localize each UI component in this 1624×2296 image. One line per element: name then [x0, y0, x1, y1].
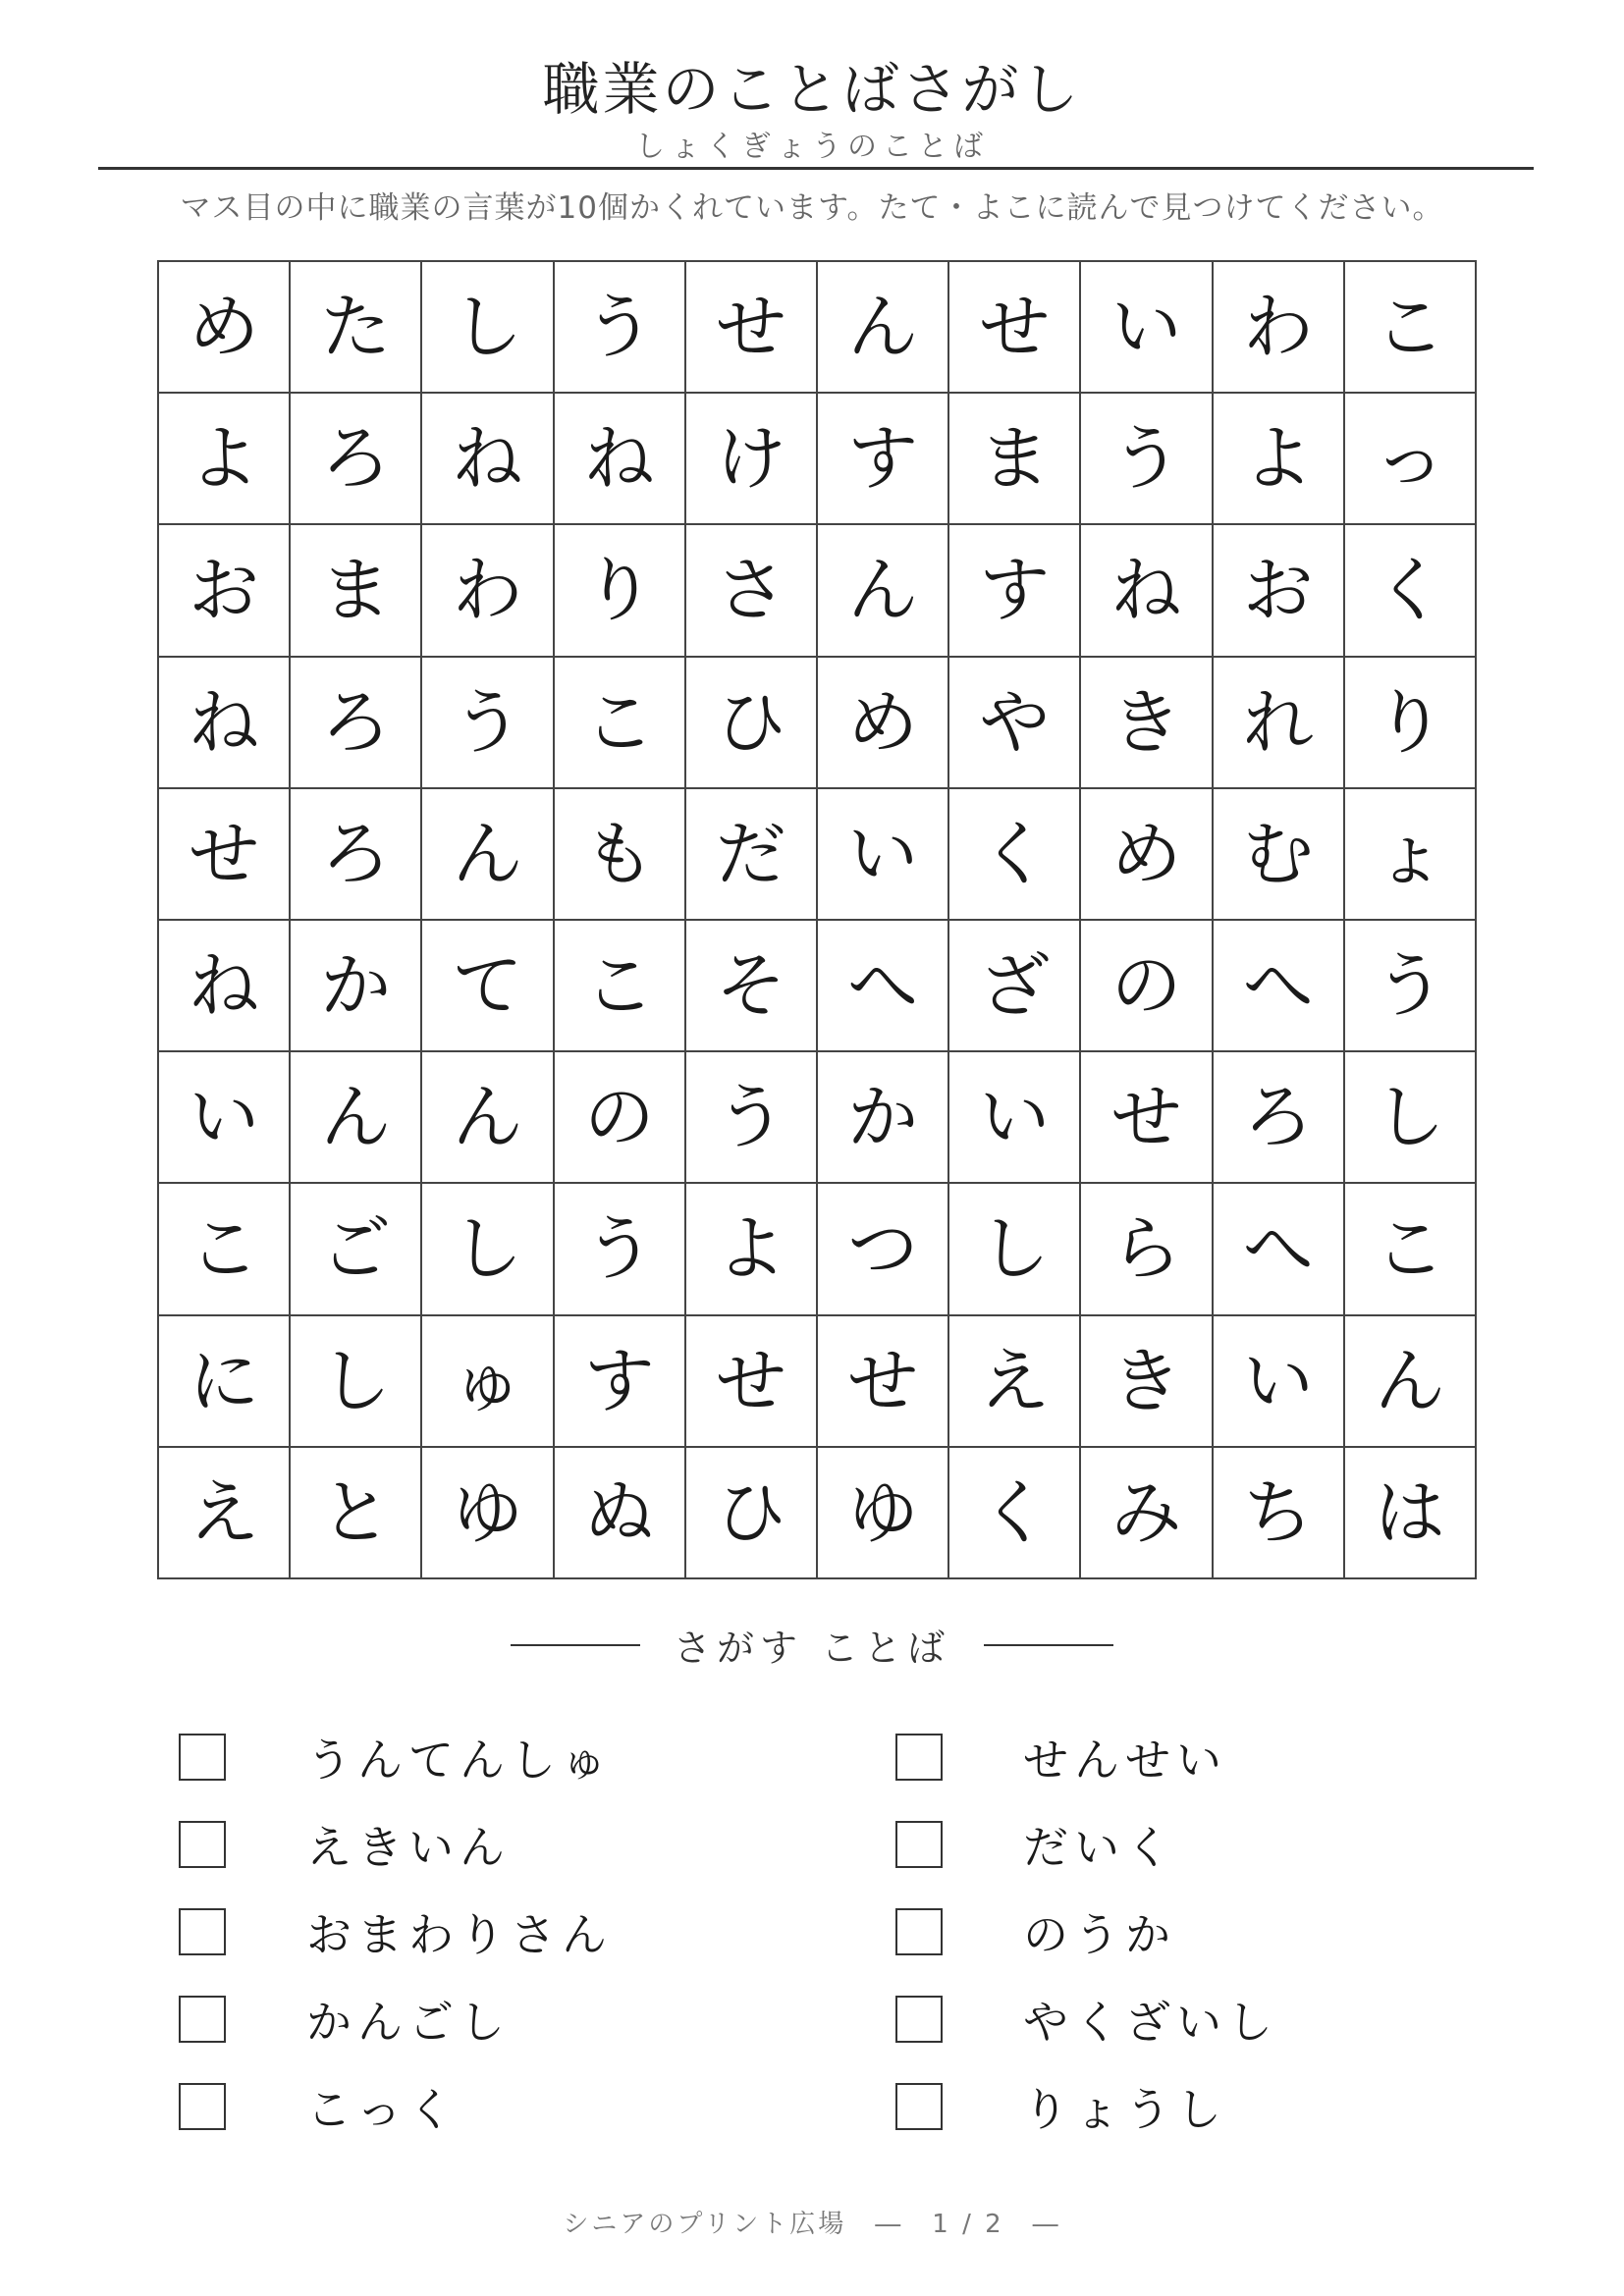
grid-cell: よ: [159, 394, 291, 525]
grid-cell: め: [818, 658, 949, 789]
heading-line-left: [511, 1644, 640, 1646]
word-label: だいく: [1023, 1820, 1176, 1874]
grid-cell: ろ: [291, 789, 422, 921]
grid-cell: ご: [291, 1184, 422, 1315]
grid-cell: わ: [1214, 262, 1345, 394]
word-list-heading: [0, 1618, 1624, 1672]
grid-cell: う: [422, 658, 554, 789]
grid-cell: い: [949, 1052, 1081, 1184]
grid-cell: す: [818, 394, 949, 525]
grid-cell: そ: [686, 921, 818, 1052]
checkbox[interactable]: [895, 1734, 943, 1781]
grid-cell: ひ: [686, 658, 818, 789]
word-label: せんせい: [1023, 1733, 1227, 1787]
page-subtitle: しょくぎょうのことば: [635, 130, 989, 164]
grid-cell: か: [818, 1052, 949, 1184]
grid-cell: せ: [159, 789, 291, 921]
grid-cell: せ: [818, 1316, 949, 1448]
grid-cell: く: [1345, 525, 1477, 657]
checkbox[interactable]: [179, 1908, 226, 1955]
grid-cell: せ: [686, 262, 818, 394]
grid-cell: お: [159, 525, 291, 657]
grid-cell: せ: [949, 262, 1081, 394]
grid-cell: ん: [422, 789, 554, 921]
grid-cell: へ: [1214, 921, 1345, 1052]
grid-cell: っ: [1345, 394, 1477, 525]
grid-cell: う: [555, 262, 686, 394]
grid-cell: よ: [686, 1184, 818, 1315]
checkbox[interactable]: [179, 1821, 226, 1868]
grid-cell: き: [1081, 658, 1213, 789]
instruction-text: マス目の中に職業の言葉が10個かくれています。たて・よこに読んで見つけてください。: [180, 190, 1444, 226]
grid-cell: し: [949, 1184, 1081, 1315]
grid-cell: こ: [555, 658, 686, 789]
grid-cell: し: [291, 1316, 422, 1448]
grid-cell: く: [949, 1448, 1081, 1579]
grid-cell: よ: [1214, 394, 1345, 525]
word-label: こっく: [306, 2082, 460, 2136]
grid-cell: み: [1081, 1448, 1213, 1579]
grid-cell: む: [1214, 789, 1345, 921]
grid-cell: つ: [818, 1184, 949, 1315]
grid-cell: の: [555, 1052, 686, 1184]
grid-cell: す: [949, 525, 1081, 657]
grid-cell: し: [1345, 1052, 1477, 1184]
word-item: [895, 1975, 1278, 2062]
grid-cell: せ: [686, 1316, 818, 1448]
grid-cell: え: [949, 1316, 1081, 1448]
checkbox[interactable]: [895, 1996, 943, 2043]
grid-cell: だ: [686, 789, 818, 921]
grid-cell: ん: [818, 262, 949, 394]
grid-cell: と: [291, 1448, 422, 1579]
grid-cell: ん: [291, 1052, 422, 1184]
checkbox[interactable]: [179, 2083, 226, 2130]
word-item: [895, 2062, 1278, 2150]
grid-cell: う: [686, 1052, 818, 1184]
page-title: 職業のことばさがし: [542, 56, 1082, 123]
grid-cell: せ: [1081, 1052, 1213, 1184]
word-item: [179, 1800, 613, 1888]
grid-cell: れ: [1214, 658, 1345, 789]
title-divider: [98, 167, 1534, 170]
grid-cell: い: [159, 1052, 291, 1184]
grid-cell: た: [291, 262, 422, 394]
grid-cell: へ: [1214, 1184, 1345, 1315]
grid-cell: き: [1081, 1316, 1213, 1448]
grid-cell: も: [555, 789, 686, 921]
grid-cell: ぬ: [555, 1448, 686, 1579]
grid-cell: ら: [1081, 1184, 1213, 1315]
word-label: りょうし: [1023, 2082, 1227, 2136]
grid-cell: す: [555, 1316, 686, 1448]
grid-cell: ち: [1214, 1448, 1345, 1579]
word-label: やくざいし: [1023, 1995, 1278, 2049]
checkbox[interactable]: [895, 1821, 943, 1868]
word-item: [179, 1713, 613, 1800]
word-list-right-column: [895, 1713, 1278, 2150]
grid-cell: ね: [1081, 525, 1213, 657]
grid-cell: ん: [1345, 1316, 1477, 1448]
grid-cell: め: [159, 262, 291, 394]
grid-cell: い: [818, 789, 949, 921]
page-footer: シニアのプリント広場 ― 1 / 2 ―: [563, 2210, 1061, 2239]
grid-cell: ろ: [1214, 1052, 1345, 1184]
grid-cell: め: [1081, 789, 1213, 921]
grid-cell: い: [1081, 262, 1213, 394]
word-label: うんてんしゅ: [306, 1733, 613, 1787]
grid-cell: の: [1081, 921, 1213, 1052]
grid-cell: ざ: [949, 921, 1081, 1052]
grid-cell: う: [1345, 921, 1477, 1052]
word-label: えきいん: [306, 1820, 511, 1874]
grid-cell: け: [686, 394, 818, 525]
checkbox[interactable]: [895, 1908, 943, 1955]
grid-cell: り: [1345, 658, 1477, 789]
word-item: [179, 1888, 613, 1975]
grid-cell: ゅ: [422, 1316, 554, 1448]
word-item: [895, 1888, 1278, 1975]
grid-cell: ね: [555, 394, 686, 525]
grid-cell: し: [422, 262, 554, 394]
grid-cell: ね: [159, 921, 291, 1052]
grid-cell: わ: [422, 525, 554, 657]
grid-cell: ろ: [291, 658, 422, 789]
word-item: [179, 1975, 613, 2062]
grid-cell: こ: [555, 921, 686, 1052]
word-list: [0, 1713, 1624, 2136]
word-search-grid: [157, 260, 1477, 1579]
grid-cell: こ: [1345, 262, 1477, 394]
word-label: かんごし: [306, 1995, 511, 2049]
word-item: [179, 2062, 613, 2150]
grid-cell: こ: [159, 1184, 291, 1315]
grid-cell: に: [159, 1316, 291, 1448]
grid-cell: お: [1214, 525, 1345, 657]
word-label: のうか: [1023, 1907, 1176, 1961]
grid-cell: ん: [818, 525, 949, 657]
grid-cell: や: [949, 658, 1081, 789]
grid-cell: は: [1345, 1448, 1477, 1579]
checkbox[interactable]: [895, 2083, 943, 2130]
grid-cell: ひ: [686, 1448, 818, 1579]
grid-cell: い: [1214, 1316, 1345, 1448]
grid-cell: ゆ: [818, 1448, 949, 1579]
grid-cell: え: [159, 1448, 291, 1579]
grid-cell: ま: [949, 394, 1081, 525]
checkbox[interactable]: [179, 1996, 226, 2043]
grid-cell: ゆ: [422, 1448, 554, 1579]
word-item: [895, 1800, 1278, 1888]
grid-cell: う: [1081, 394, 1213, 525]
grid-cell: ね: [422, 394, 554, 525]
grid-cell: か: [291, 921, 422, 1052]
grid-cell: こ: [1345, 1184, 1477, 1315]
grid-cell: く: [949, 789, 1081, 921]
grid-cell: し: [422, 1184, 554, 1315]
grid-cell: う: [555, 1184, 686, 1315]
heading-line-right: [984, 1644, 1113, 1646]
grid-cell: ょ: [1345, 789, 1477, 921]
grid-cell: ん: [422, 1052, 554, 1184]
word-label: おまわりさん: [306, 1907, 613, 1961]
grid-cell: さ: [686, 525, 818, 657]
grid-cell: り: [555, 525, 686, 657]
grid-cell: へ: [818, 921, 949, 1052]
grid-cell: ま: [291, 525, 422, 657]
grid-cell: ね: [159, 658, 291, 789]
word-item: [895, 1713, 1278, 1800]
checkbox[interactable]: [179, 1734, 226, 1781]
grid-cell: て: [422, 921, 554, 1052]
word-list-heading-label: さがす ことば: [673, 1627, 951, 1670]
grid-cell: ろ: [291, 394, 422, 525]
word-list-left-column: [179, 1713, 613, 2150]
